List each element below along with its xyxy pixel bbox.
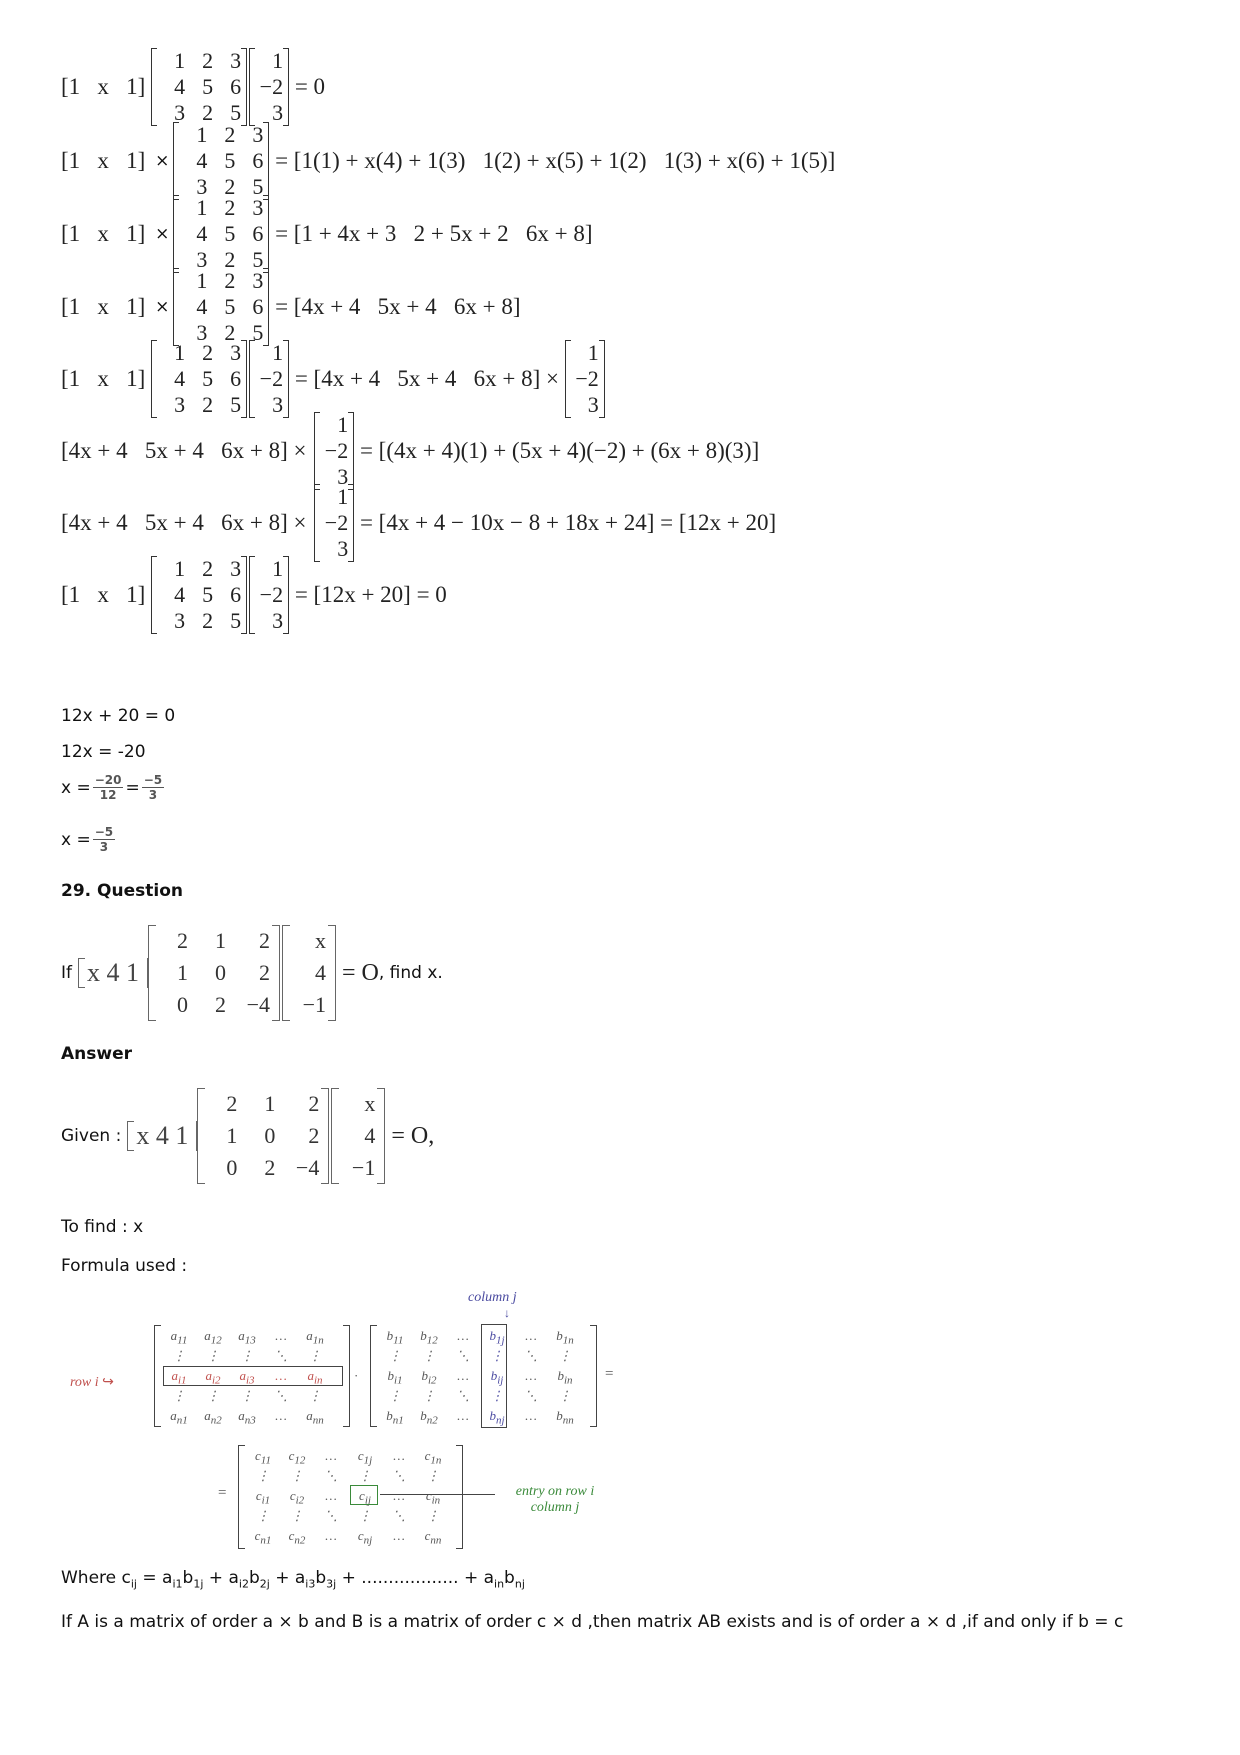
given-matrix: 2 1 2 1 0 2 0 2 −4 (197, 1088, 329, 1184)
matrix: 1 2 3 4 5 6 3 2 5 (151, 340, 247, 418)
hook-arrow-icon: ↪ (102, 1375, 114, 1390)
row-i-label: row i ↪ (70, 1375, 114, 1390)
question-column-vector: x 4 −1 (282, 925, 336, 1021)
bracket-right (456, 1445, 463, 1549)
matrix: 1 2 3 4 5 6 3 2 5 (173, 268, 269, 346)
answer-heading: Answer (61, 1044, 132, 1064)
bracket-right (343, 1325, 350, 1427)
fraction: $\frac{-20}{12}$ (94, 773, 122, 802)
equation-line: [1 x 1] 1 2 3 4 5 6 3 2 5 1 −2 3 = [12x + 20] = 0 (61, 556, 453, 633)
column-vector: 1 −2 3 (249, 556, 289, 634)
column-vector: 1 −2 3 (314, 484, 354, 562)
formula-used-label: Formula used : (61, 1256, 188, 1276)
matrix: 1 2 3 4 5 6 3 2 5 (173, 195, 269, 273)
matrix-a: $a_{11}$ $a_{12}$ $a_{13}$ … $a_{1n}$ ⋮ ⋮ ⋮ ⋱ ⋮ $a_{i1}$ $a_{i2}$ $a_{i3}$ … $a_{in}$ ⋮ ⋮ ⋮ ⋱ ⋮ $a_{n1}$ $a_{n2}$ $a_{n3}$ … $a_{nn}$ (170, 1328, 324, 1427)
cij-highlight (350, 1485, 378, 1505)
equation-line: [4x + 4 5x + 4 6x + 8] × 1 −2 3 = [4x + 4 − 10x − 8 + 18x + 24] = [12x + 20] (61, 484, 782, 561)
fraction: $\frac{-5}{3}$ (94, 825, 114, 854)
matrix: 1 2 3 4 5 6 3 2 5 (151, 48, 247, 126)
column-vector: 1 −2 3 (314, 412, 354, 490)
matrix-c: $c_{11}$ $c_{12}$ … $c_{1j}$ … $c_{1n}$ ⋮ ⋮ ⋱ ⋮ ⋱ ⋮ $c_{i1}$ $c_{i2}$ … $c_{ij}$ … $c_{in}$ ⋮ ⋮ ⋱ ⋮ ⋱ ⋮ $c_{n1}$ $c_{n2}$ … $c_{nj}$ … $c_{nn}$ (254, 1448, 442, 1547)
bracket-left (238, 1445, 245, 1549)
step-equation-2: 12x = -20 (61, 742, 146, 762)
step-equation-4: x = $\frac{-5}{3}$ (61, 825, 114, 854)
equation-line: [1 x 1] 1 2 3 4 5 6 3 2 5 1 −2 3 = 0 (61, 48, 331, 125)
equation-line: [1 x 1] × 1 2 3 4 5 6 3 2 5 = [1(1) + x(4) + 1(3) 1(2) + x(5) + 1(2) 1(3) + x(6) + 1(5)] (61, 122, 842, 199)
given-column-vector: x 4 −1 (331, 1088, 385, 1184)
given-statement: Given : x 4 1 2 1 2 1 0 2 0 2 −4 x 4 −1 = O, (61, 1088, 434, 1184)
question-matrix: 2 1 2 1 0 2 0 2 −4 (148, 925, 280, 1021)
bracket-right (590, 1325, 597, 1427)
step3-lhs: x = (61, 777, 91, 798)
step-equation-3: x = $\frac{-20}{12}$ = $\frac{-5}{3}$ (61, 773, 163, 802)
column-vector: 1 −2 3 (249, 340, 289, 418)
question-row-vector: x 4 1 (78, 958, 148, 988)
entry-label: entry on row i column j (515, 1484, 595, 1515)
matrix: 1 2 3 4 5 6 3 2 5 (173, 122, 269, 200)
bracket-left (154, 1325, 161, 1427)
pointer-line (380, 1494, 495, 1495)
equation-line: [1 x 1] × 1 2 3 4 5 6 3 2 5 = [4x + 4 5x + 4 6x + 8] (61, 268, 527, 345)
given-row-vector: x 4 1 (127, 1121, 197, 1151)
question-heading: 29. Question (61, 881, 183, 901)
to-find: To find : x (61, 1217, 144, 1237)
matrix-b: $b_{11}$ $b_{12}$ … $b_{1j}$ … $b_{1n}$ ⋮ ⋮ ⋱ ⋮ ⋱ ⋮ $b_{i1}$ $b_{i2}$ … $b_{ij}$ … $b_{in}$ ⋮ ⋮ ⋱ ⋮ ⋱ ⋮ $b_{n1}$ $b_{n2}$ … $b_{nj}$ … $b_{nn}$ (386, 1328, 574, 1427)
where-formula: Where $c_{ij} = a_{i1}b_{1j} + a_{i2}b_{2j} + a_{i3}b_{3j}$ + .................. + $a_{in}b_{nj}$ (61, 1568, 525, 1591)
column-vector: 1 −2 3 (249, 48, 289, 126)
column-j-label: column j (468, 1290, 517, 1305)
bracket-left (370, 1325, 377, 1427)
question-statement: If x 4 1 2 1 2 1 0 2 0 2 −4 x 4 −1 = O , find x. (61, 925, 443, 1021)
step-equation-1: 12x + 20 = 0 (61, 706, 176, 726)
equation-line: [1 x 1] × 1 2 3 4 5 6 3 2 5 = [1 + 4x + 3 2 + 5x + 2 6x + 8] (61, 195, 599, 272)
equation-line: [1 x 1] 1 2 3 4 5 6 3 2 5 1 −2 3 = [4x + 4 5x + 4 6x + 8] × 1 −2 3 (61, 340, 605, 418)
column-vector: 1 −2 3 (565, 340, 605, 418)
fraction: $\frac{-5}{3}$ (143, 773, 163, 802)
equation-line: [4x + 4 5x + 4 6x + 8] × 1 −2 3 = [(4x + 4)(1) + (5x + 4)(−2) + (6x + 8)(3)] (61, 412, 765, 489)
matrix-multiplication-diagram: column j ↓ row i ↪ $a_{11}$ $a_{12}$ $a_{13}$ … $a_{1n}$ ⋮ ⋮ ⋮ ⋱ ⋮ $a_{i1}$ $a_{i2}$ $a_{i3}$ … $a_{in}$ ⋮ ⋮ ⋮ ⋱ ⋮ $a_{n1}$ $a_{n2}$ $a_{n3}$ … $a_{nn}$ · $b_{11}$ $b_{12}$ … $b_{1j}$ … $b_{1n}$ ⋮ ⋮ ⋱ ⋮ ⋱ ⋮ $b_{i1}$ $b_{i2}$ … $b_{ij}$ … $b_{in}$ ⋮ ⋮ ⋱ ⋮ ⋱ ⋮ $b_{n1}$ $b_{n2}$ … $b_{nj}$ … $b_{nn}$ = = $c_{11}$ $c_{12}$ … $c_{1j}$ … $c_{1n}$ ⋮ ⋮ ⋱ ⋮ ⋱ ⋮ $c_{i1}$ $c_{i2}$ … $c_{ij}$ … $c_{in}$ ⋮ ⋮ ⋱ ⋮ ⋱ ⋮ $c_{n1}$ $c_{n2}$ … $c_{nj}$ … $c_{nn}$ entry on row i column j (0, 0, 1240, 1755)
matrix: 1 2 3 4 5 6 3 2 5 (151, 556, 247, 634)
row-i-highlight (163, 1366, 343, 1386)
column-j-highlight (481, 1324, 507, 1428)
order-rule-text: If A is a matrix of order a × b and B is a matrix of order c × d ,then matrix AB exists and is of order a × d ,if and only if b = c (61, 1612, 1124, 1632)
arrow-down-icon: ↓ (504, 1306, 510, 1320)
